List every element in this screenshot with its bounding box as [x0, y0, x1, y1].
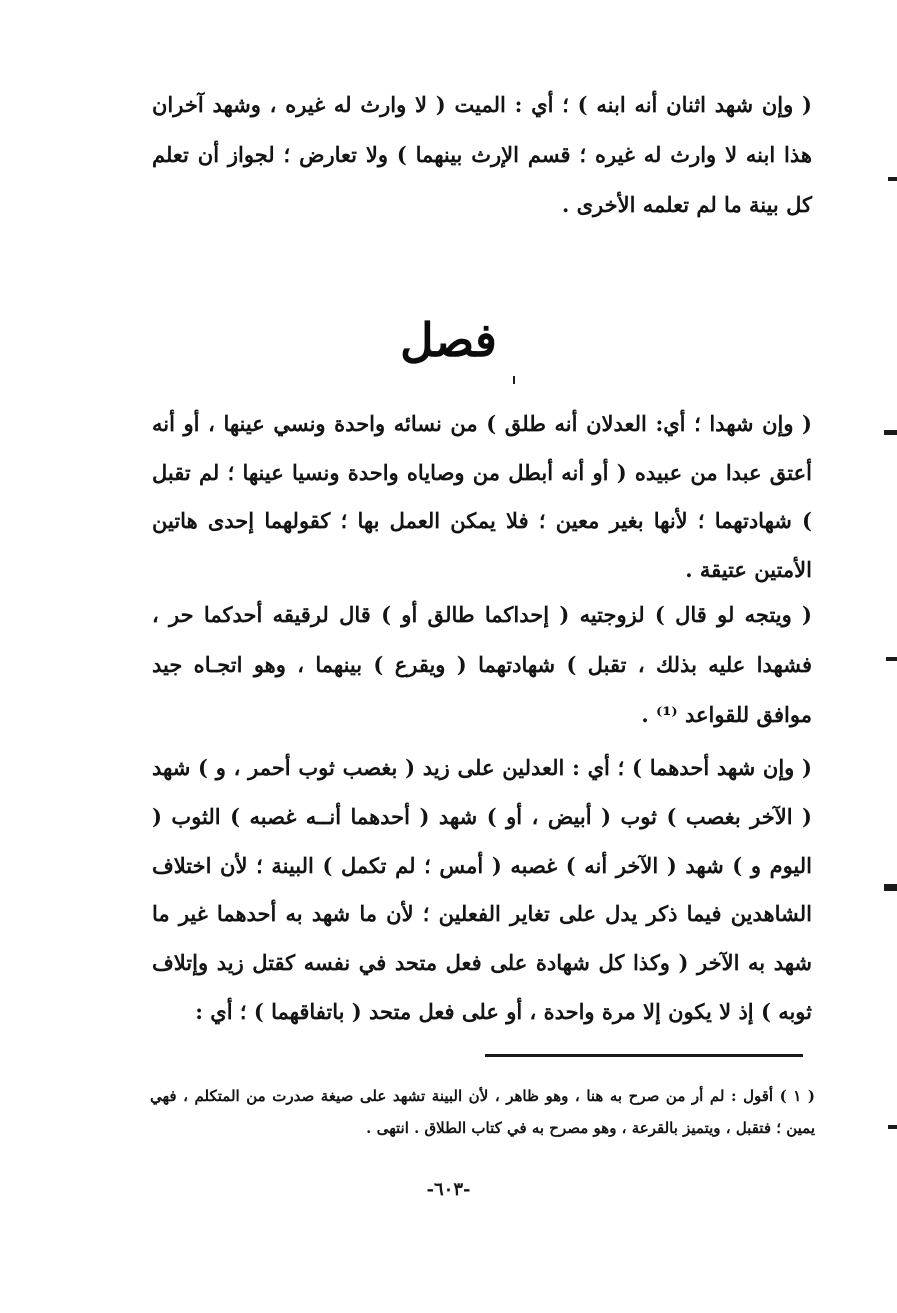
- body-paragraph: [152, 744, 812, 1037]
- body-paragraph: [152, 590, 812, 740]
- body-paragraph: [152, 400, 812, 594]
- footnote-divider: [485, 1054, 803, 1057]
- footnote: [150, 1080, 815, 1144]
- scan-mark: [888, 177, 897, 181]
- opening-paragraph-text: ( وإن شهد اثنان أنه ابنه ) ؛ أي : الميت ( لا وارث له غيره ، وشهد آخران هذا ابنه لا وارث له غيره ؛ قسم الإرث بينهما ) ولا تعارض ؛ لجواز أن تعلم كل بينة ما لم تعلمه الأخرى .: [152, 92, 812, 217]
- scan-mark: [884, 430, 897, 435]
- scan-mark: [513, 376, 515, 384]
- scan-mark: [884, 884, 897, 891]
- body-paragraph-text: ( ويتجه لو قال ) لزوجتيه ( إحداكما طالق أو ) قال لرقيقه أحدكما حر ، فشهدا عليه بذلك ، تقبل ) شهادتهما ( ويقرع ) بينهما ، وهو اتجـاه جيد موافق للقواعد ⁽¹⁾ .: [152, 602, 812, 727]
- body-paragraph-text: ( وإن شهد أحدهما ) ؛ أي : العدلين على زيد ( بغصب ثوب أحمر ، و ) شهد ( الآخر بغصب ) ثوب ( أبيض ، أو ) شهد ( أحدهما أنــه غصبه ) الثوب ( اليوم و ) شهد ( الآخر أنه ) غصبه ( أمس ؛ لم تكمل ) البينة ؛ لأن اختلاف الشاهدين فيما ذكر يدل على تغاير الفعلين ؛ لأن ما شهد به أحدهما غير ما شهد به الآخر ( وكذا كل شهادة على فعل متحد في نفسه كقتل زيد وإتلاف ثوبه ) إذ لا يكون إلا مرة واحدة ، أو على فعل متحد ( باتفاقهما ) ؛ أي :: [152, 755, 812, 1024]
- opening-paragraph: [152, 80, 812, 230]
- page-number: -٦٠٣-: [426, 1179, 471, 1200]
- footnote-text: ( ١ ) أقول : لم أر من صرح به هنا ، وهو ظاهر ، لأن البينة تشهد على صيغة صدرت من المتكلم ، فهي يمين ؛ فتقبل ، ويتميز بالقرعة ، وهو مصرح به في كتاب الطلاق . انتهى .: [150, 1087, 815, 1137]
- body-paragraph-text: ( وإن شهدا ؛ أي: العدلان أنه طلق ) من نسائه واحدة ونسي عينها ، أو أنه أعتق عبدا من عبيده ( أو أنه أبطل من وصاياه واحدة ونسيا عينها ؛ لم تقبل ) شهادتهما ؛ لأنها بغير معين ؛ فلا يمكن العمل بها ؛ كقولهما إحدى هاتين الأمتين عتيقة .: [152, 411, 812, 582]
- scan-mark: [888, 1125, 897, 1129]
- section-heading: فصل: [400, 313, 497, 367]
- scan-mark: [886, 657, 897, 661]
